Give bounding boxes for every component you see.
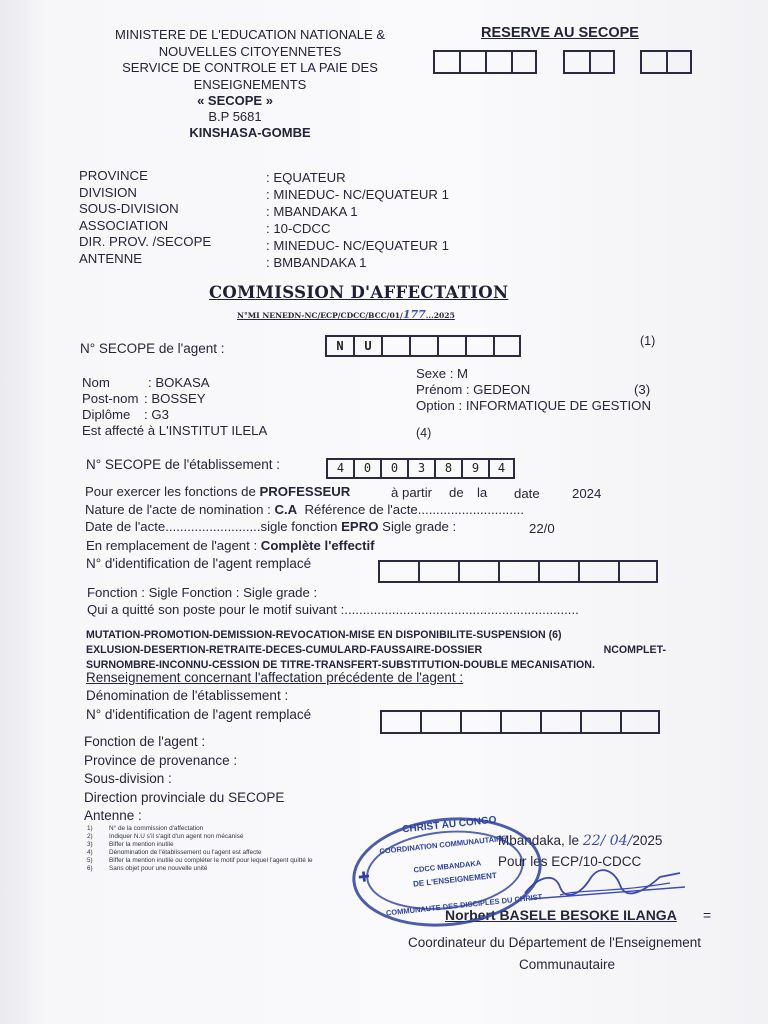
etab-digit: 9	[461, 458, 488, 479]
note-text: Indiquer N.U s'il s'agit d'un agent non mécanisé	[109, 833, 244, 840]
admin-label-division: DIVISION	[79, 184, 137, 200]
nature-label: Nature de l'acte de nomination :	[85, 502, 275, 517]
diplome-label: Diplôme	[82, 407, 131, 422]
admin-label-antenne: ANTENNE	[79, 250, 143, 266]
diplome-value: : G3	[144, 407, 169, 422]
agent-secope-boxes	[325, 335, 521, 357]
etab-digit: 8	[434, 458, 461, 479]
note-num: 4)	[87, 849, 93, 856]
reserve-box	[485, 50, 511, 74]
antenne-label: Antenne :	[84, 808, 142, 823]
admin-value-association: : 10-CDCC	[266, 221, 331, 236]
etablissement-label: N° SECOPE de l'établissement :	[86, 457, 281, 472]
signatory-title-1: Coordinateur du Département de l'Enseignement	[408, 935, 702, 950]
postnom-value: : BOSSEY	[144, 391, 206, 406]
admin-value-antenne: : BMBANDAKA 1	[266, 255, 367, 270]
id-box	[498, 560, 538, 583]
etablissement-boxes	[326, 458, 515, 479]
option: Option : INFORMATIQUE DE GESTION	[416, 398, 651, 413]
agent-identity-labels	[82, 375, 267, 439]
secope-box	[381, 335, 409, 357]
secope-box	[409, 335, 437, 357]
de-word: de	[449, 485, 464, 500]
stamp-ring-text: CHRIST AU CONGO	[401, 814, 498, 836]
precedente-fields	[84, 733, 284, 826]
sigle-grade-value: 22/0	[529, 521, 555, 536]
signatory-name: Norbert BASELE BESOKE ILANGA	[445, 907, 677, 923]
admin-values	[266, 169, 449, 271]
nature-value: C.A	[274, 502, 298, 517]
stamp-line-3: DE L'ENSEIGNEMENT	[412, 870, 498, 889]
motifs-line-2b: NCOMPLET-	[603, 643, 666, 656]
id-box	[538, 560, 578, 583]
motifs-block	[86, 628, 671, 672]
id-box	[540, 710, 580, 734]
prenom: Prénom : GEDEON	[416, 382, 531, 397]
secope-box	[493, 335, 521, 357]
sigle-grade-label: Sigle grade :	[378, 519, 457, 534]
province-provenance-label: Province de provenance :	[84, 752, 238, 768]
reserve-box	[433, 50, 459, 74]
signature-pour: Pour les ECP/10-CDCC	[498, 854, 642, 869]
date-acte-line	[85, 519, 456, 534]
nom-value: : BOKASA	[148, 375, 210, 390]
exercer-line	[85, 484, 350, 499]
admin-value-sous-division: : MBANDAKA 1	[266, 204, 358, 219]
ministry-header	[95, 27, 405, 93]
fonction-sigle-line: Fonction : Sigle Fonction : Sigle grade :	[87, 585, 318, 600]
org-name: « SECOPE »	[197, 93, 273, 108]
signature-year: 2025	[632, 833, 663, 848]
year-value: 2024	[572, 486, 602, 501]
remplacement-value: Complète l'effectif	[260, 538, 375, 553]
motifs-line-3: SURNOMBRE-INCONNU-CESSION DE TITRE-TRANSFERT-SUBSTITUTION-DOUBLE MECANISATION.	[86, 658, 595, 671]
precedente-title: Renseignement concernant l'affectation précédente de l'agent :	[86, 670, 464, 685]
exercer-prefix: Pour exercer les fonctions de	[85, 484, 260, 499]
secope-box: N	[325, 335, 353, 357]
signature-date-hand: 22/ 04/	[582, 833, 633, 849]
id-box	[618, 560, 658, 583]
reserve-box	[589, 50, 615, 74]
denomination-label: Dénomination de l'établissement :	[86, 688, 289, 703]
commission-reference: N°MI NENEDN-NC/ECP/CDCC/BCC/01/177...2025	[237, 308, 455, 321]
ministry-line: NOUVELLES CITOYENNETES	[158, 43, 342, 59]
date-word: date	[514, 486, 540, 501]
id-box	[418, 560, 458, 583]
reserve-box	[563, 50, 589, 74]
id-box	[380, 710, 420, 734]
motifs-line-2a: EXLUSION-DESERTION-RETRAITE-DECES-CUMULARD-FAUSSAIRE-DOSSIER	[86, 643, 483, 656]
stamp-line-1: COORDINATION COMMUNAUTAIRE	[379, 833, 507, 856]
postal-box: B.P 5681	[208, 109, 262, 124]
note-num: 2)	[87, 833, 93, 840]
secope-box: U	[353, 335, 381, 357]
etab-digit: 0	[353, 458, 380, 479]
reserve-title: RESERVE AU SECOPE	[481, 25, 639, 41]
etab-digit: 4	[326, 458, 353, 479]
stamp-line-4: COMMUNAUTE DES DISCIPLES DU CHRIST	[385, 892, 543, 918]
secope-box	[465, 335, 493, 357]
admin-value-province: : EQUATEUR	[266, 170, 346, 185]
reserve-box	[666, 50, 692, 74]
id-remplace-boxes-2	[380, 710, 660, 734]
remplacement-label: En remplacement de l'agent :	[86, 538, 261, 553]
id-box	[378, 560, 418, 583]
reserve-boxes-3	[640, 50, 692, 74]
a-partir: à partir	[391, 485, 433, 500]
reserve-boxes-1	[433, 50, 537, 74]
la-word: la	[477, 485, 488, 500]
id-box	[580, 710, 620, 734]
signature-place: Mbandaka, le	[498, 833, 583, 848]
note-num: 3)	[87, 841, 93, 848]
note-num: 5)	[87, 857, 93, 864]
note-text: Sans objet pour une nouvelle unité	[109, 865, 208, 872]
handwritten-signature	[520, 865, 690, 905]
reserve-boxes-2	[563, 50, 615, 74]
id-box	[500, 710, 540, 734]
reference-acte: Référence de l'acte.............................	[304, 502, 524, 517]
sexe: Sexe : M	[416, 366, 469, 381]
admin-label-province: PROVINCE	[79, 168, 148, 183]
quitte-line: Qui a quitté son poste pour le motif suivant :................................................................	[87, 602, 579, 617]
ref-prefix: N°MI NENEDN-NC/ECP/CDCC/BCC/01/	[237, 311, 403, 320]
reserve-box	[459, 50, 485, 74]
fonction-agent-label: Fonction de l'agent :	[84, 734, 206, 749]
remplacement-line	[86, 538, 375, 553]
etab-digit: 4	[488, 458, 515, 479]
date-acte-label: Date de l'acte..........................sigle fonction	[85, 519, 342, 534]
ministry-line: MINISTERE DE L'EDUCATION NATIONALE &	[115, 27, 385, 42]
ministry-line: ENSEIGNEMENTS	[193, 76, 307, 92]
id-box	[460, 710, 500, 734]
postnom-label: Post-nom	[82, 391, 139, 406]
agent-secope-label: N° SECOPE de l'agent :	[80, 341, 225, 356]
admin-value-division: : MINEDUC- NC/EQUATEUR 1	[266, 187, 449, 202]
sigle-fonction: EPRO	[341, 519, 379, 534]
id-box	[420, 710, 460, 734]
reserve-box	[511, 50, 537, 74]
note-ref-1: (1)	[640, 334, 656, 348]
note-text: Biffer la mention inutile ou compléter le motif pour lequel l'agent quitté le	[109, 857, 313, 864]
ref-number: 177	[402, 308, 426, 321]
signatory-title-2: Communautaire	[519, 957, 616, 972]
ref-year: 2025	[433, 311, 455, 320]
motifs-line-1: MUTATION-PROMOTION-DEMISSION-REVOCATION-MISE EN DISPONIBILITE-SUSPENSION (6)	[86, 629, 562, 641]
agent-identity-right	[416, 366, 651, 414]
stamp-star-icon: ✚	[357, 868, 371, 886]
note-ref-3: (3)	[634, 382, 651, 397]
signatory-name-suffix: =	[703, 907, 712, 923]
id-remplace-label-2: N° d'identification de l'agent remplacé	[86, 707, 312, 722]
admin-value-dir-prov: : MINEDUC- NC/EQUATEUR 1	[266, 238, 449, 253]
official-stamp	[347, 808, 547, 935]
etab-digit: 0	[380, 458, 407, 479]
note-num: 6)	[87, 865, 93, 872]
id-remplace-boxes	[378, 560, 658, 583]
direction-provinciale-label: Direction provinciale du SECOPE	[84, 789, 285, 805]
id-box	[458, 560, 498, 583]
nom-label: Nom	[82, 375, 110, 390]
affecte-line: Est affecté à L'INSTITUT ILELA	[82, 423, 268, 438]
exercer-role: PROFESSEUR	[259, 484, 351, 499]
id-box	[620, 710, 660, 734]
id-box	[578, 560, 618, 583]
commission-title: COMMISSION D'AFFECTATION	[209, 283, 509, 302]
sous-division-label: Sous-division :	[84, 771, 172, 786]
stamp-line-2: CDCC MBANDAKA	[413, 858, 482, 875]
note-text: Biffer la mention inutile	[109, 841, 174, 848]
reserve-box	[640, 50, 666, 74]
admin-label-sous-division: SOUS-DIVISION	[79, 201, 179, 216]
id-remplace-label: N° d'identification de l'agent remplacé	[86, 556, 312, 571]
admin-label-association: ASSOCIATION	[79, 217, 169, 233]
nature-acte-line	[85, 502, 524, 517]
note-text: N° de la commission d'affectation	[109, 825, 204, 832]
secope-box	[437, 335, 465, 357]
admin-labels	[79, 168, 211, 267]
admin-label-dir-prov: DIR. PROV. /SECOPE	[79, 234, 212, 249]
note-num: 1)	[87, 825, 93, 832]
note-ref-4: (4)	[416, 426, 432, 440]
footnotes	[87, 825, 313, 873]
city: KINSHASA-GOMBE	[189, 125, 311, 140]
ministry-line: SERVICE DE CONTROLE ET LA PAIE DES	[122, 60, 378, 75]
note-text: Dénomination de l'établissement ou l'agent est affecte	[109, 849, 262, 856]
etab-digit: 3	[407, 458, 434, 479]
